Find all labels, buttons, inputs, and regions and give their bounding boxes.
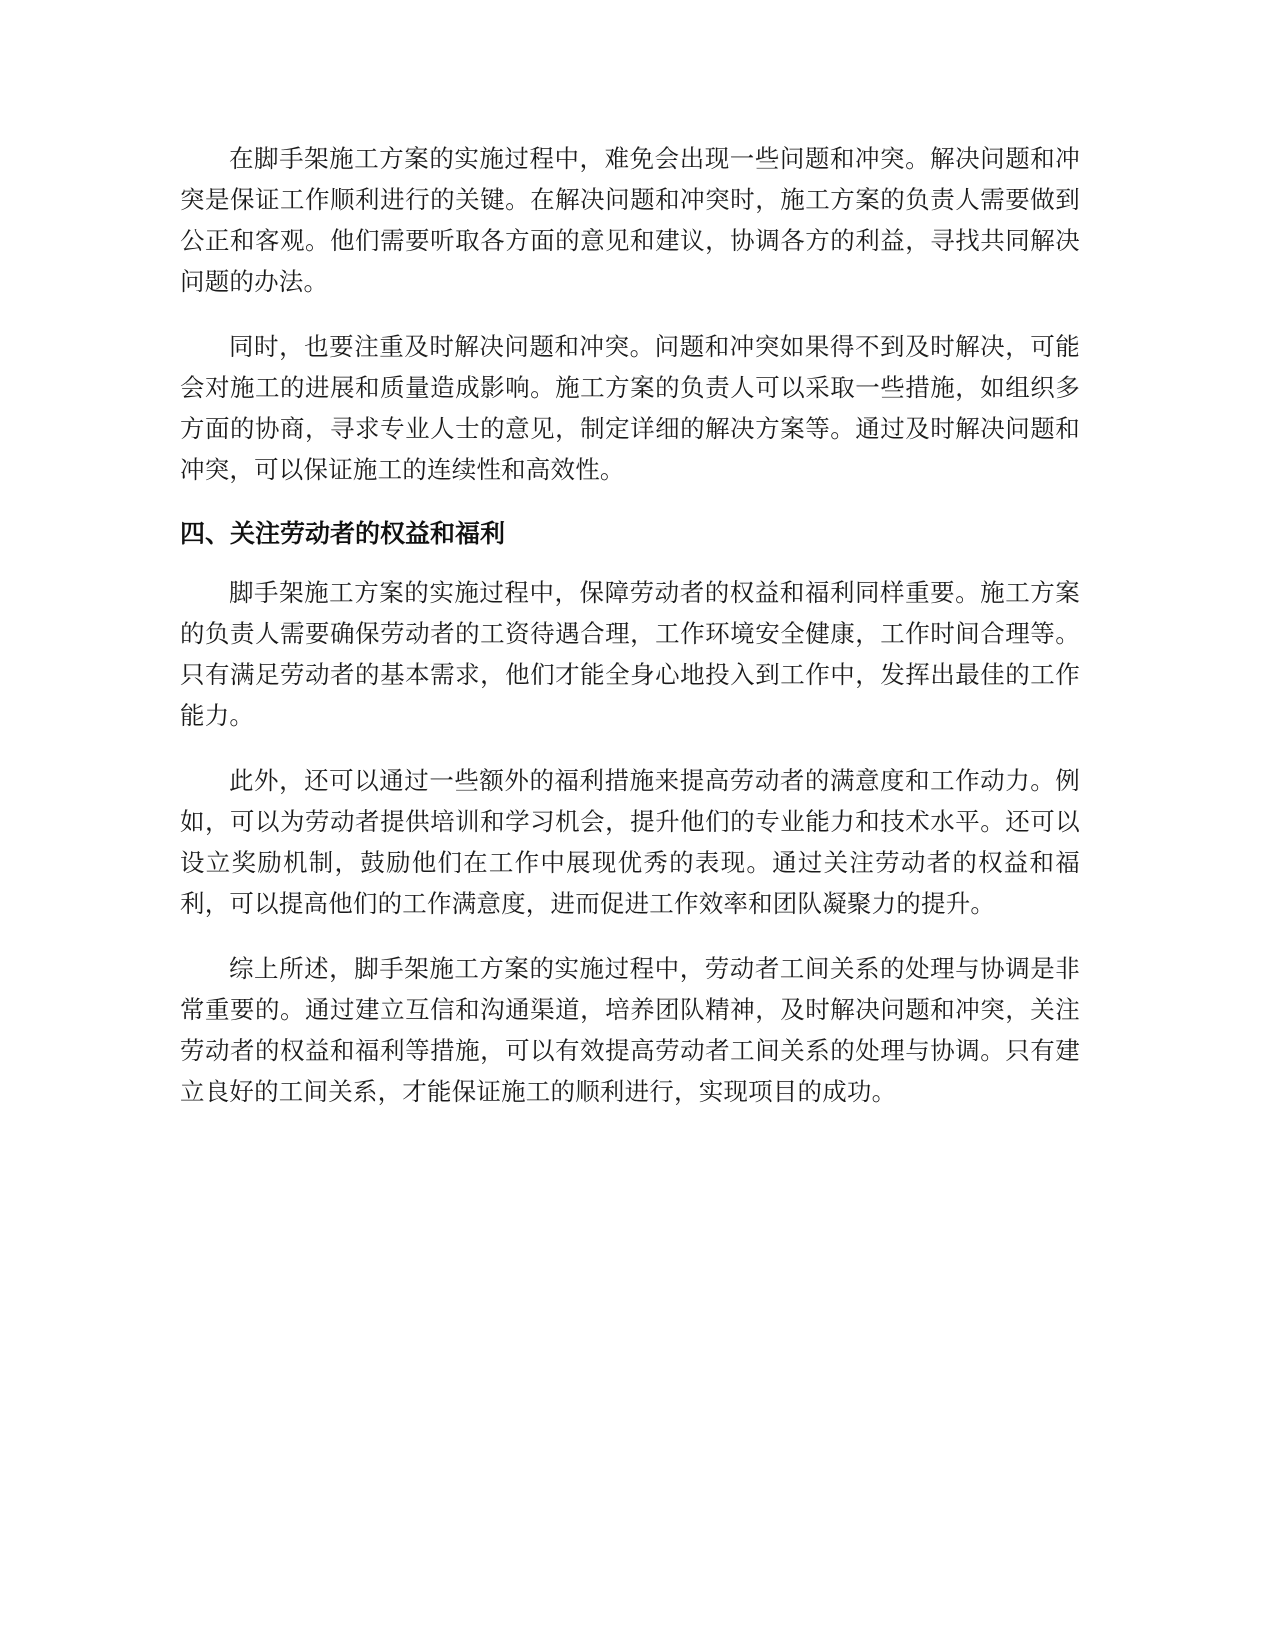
document-page (180, 138, 1080, 1136)
paragraph-timely-resolution: 同时，也要注重及时解决问题和冲突。问题和冲突如果得不到及时解决，可能会对施工的进展和质量造成影响。施工方案的负责人可以采取一些措施，如组织多方面的协商，寻求专业人士的意见，制定详细的解决方案等。通过及时解决问题和冲突，可以保证施工的连续性和高效性。 (180, 332, 1080, 484)
paragraph-worker-rights: 脚手架施工方案的实施过程中，保障劳动者的权益和福利同样重要。施工方案的负责人需要确保劳动者的工资待遇合理，工作环境安全健康，工作时间合理等。只有满足劳动者的基本需求，他们才能全身心地投入到工作中，发挥出最佳的工作能力。 (180, 578, 1080, 730)
paragraph-conflict-resolution: 在脚手架施工方案的实施过程中，难免会出现一些问题和冲突。解决问题和冲突是保证工作顺利进行的关键。在解决问题和冲突时，施工方案的负责人需要做到公正和客观。他们需要听取各方面的意见和建议，协调各方的利益，寻找共同解决问题的办法。 (180, 144, 1080, 296)
section-heading: 四、关注劳动者的权益和福利 (180, 519, 506, 548)
paragraph-extra-benefits: 此外，还可以通过一些额外的福利措施来提高劳动者的满意度和工作动力。例如，可以为劳动者提供培训和学习机会，提升他们的专业能力和技术水平。还可以设立奖励机制，鼓励他们在工作中展现优秀的表现。通过关注劳动者的权益和福利，可以提高他们的工作满意度，进而促进工作效率和团队凝聚力的提升。 (180, 766, 1080, 918)
paragraph-conclusion: 综上所述，脚手架施工方案的实施过程中，劳动者工间关系的处理与协调是非常重要的。通过建立互信和沟通渠道，培养团队精神，及时解决问题和冲突，关注劳动者的权益和福利等措施，可以有效提高劳动者工间关系的处理与协调。只有建立良好的工间关系，才能保证施工的顺利进行，实现项目的成功。 (180, 954, 1080, 1106)
